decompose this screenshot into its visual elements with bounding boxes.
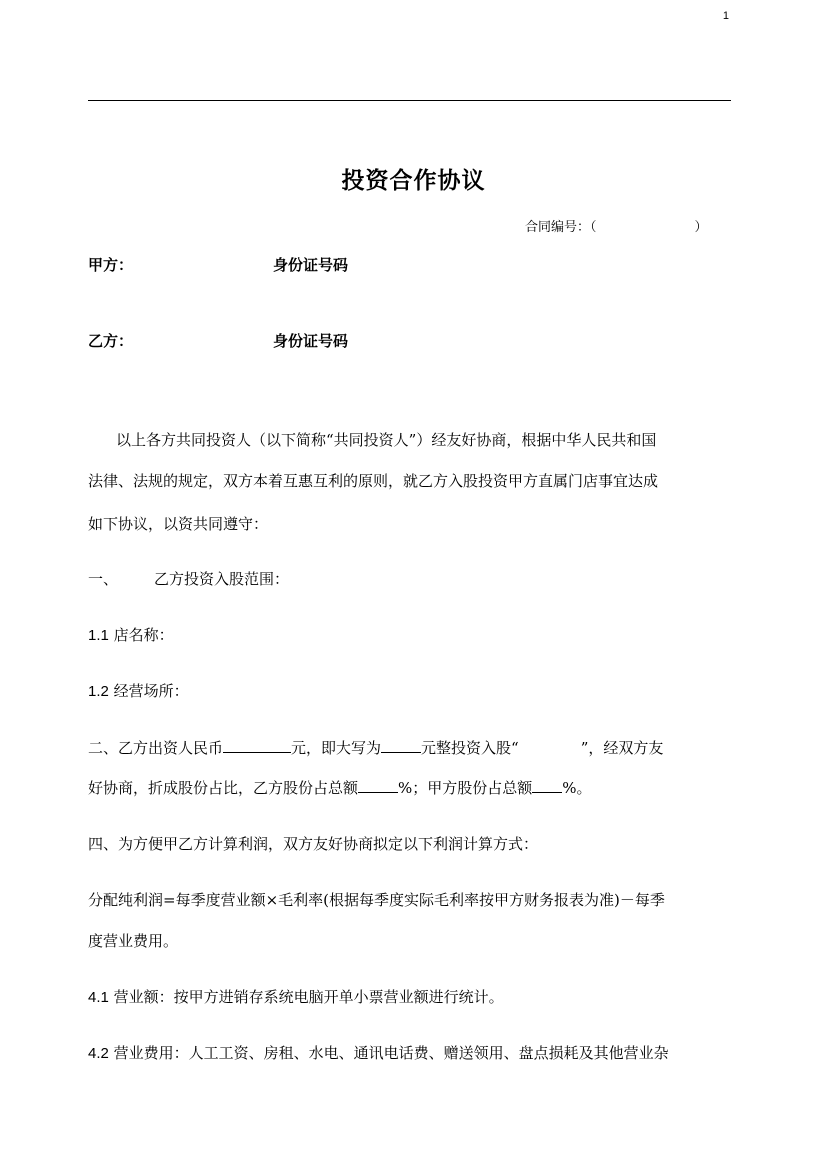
party-a-id-label: 身份证号码 xyxy=(273,256,349,274)
contract-number-close: ） xyxy=(694,220,708,235)
section-2-line-2 xyxy=(88,777,731,798)
section-1-text: 乙方投资入股范围： xyxy=(154,570,290,588)
party-a-label: 甲方： xyxy=(88,256,134,274)
item-1-2-text: 经营场所： xyxy=(113,682,189,700)
item-4-2 xyxy=(88,1042,731,1063)
contract-number-label: 合同编号：（ xyxy=(525,220,597,235)
amount-words-blank xyxy=(381,738,421,753)
item-1-2-number: 1.2 xyxy=(88,683,109,700)
party-b-id-label: 身份证号码 xyxy=(273,332,349,350)
party-a xyxy=(88,254,349,275)
section-2-part-4: ”，经双方友 xyxy=(580,739,664,757)
section-2-line-1 xyxy=(88,737,731,758)
item-4-1 xyxy=(88,986,731,1007)
intro-line-3: 如下协议，以资共同遵守： xyxy=(88,515,269,533)
intro-line-1: 以上各方共同投资人（以下简称“共同投资人”）经友好协商，根据中华人民共和国 xyxy=(116,431,657,449)
item-1-1 xyxy=(88,624,731,645)
formula-line-1: 分配纯利润=每季度营业额×毛利率(根据每季度实际毛利率按甲方财务报表为准)－每季 xyxy=(88,891,665,909)
amount-blank xyxy=(223,738,291,753)
item-4-1-number: 4.1 xyxy=(88,989,109,1006)
party-b xyxy=(88,330,349,351)
party-b-label: 乙方： xyxy=(88,332,134,350)
section-2-part-7: %。 xyxy=(562,779,592,797)
section-2-part-2: 元，即大写为 xyxy=(291,739,382,757)
party-a-share-blank xyxy=(532,778,562,793)
contract-number xyxy=(525,216,708,235)
page-number: 1 xyxy=(722,10,729,22)
item-1-1-number: 1.1 xyxy=(88,627,109,644)
section-2-part-6: %；甲方股份占总额 xyxy=(398,779,533,797)
document-title: 投资合作协议 xyxy=(341,167,486,194)
section-1-number: 一、 xyxy=(88,570,119,588)
item-4-2-number: 4.2 xyxy=(88,1045,109,1062)
item-4-2-text: 营业费用：人工工资、房租、水电、通讯电话费、赠送领用、盘点损耗及其他营业杂 xyxy=(113,1044,669,1062)
section-2-part-5: 好协商，折成股份占比，乙方股份占总额 xyxy=(88,779,359,797)
item-1-1-text: 店名称： xyxy=(113,626,174,644)
item-1-2 xyxy=(88,680,731,701)
section-1-heading xyxy=(88,568,731,589)
item-4-1-text: 营业额：按甲方进销存系统电脑开单小票营业额进行统计。 xyxy=(113,988,504,1006)
intro-line-2: 法律、法规的规定，双方本着互惠互利的原则，就乙方入股投资甲方直属门店事宜达成 xyxy=(88,472,659,490)
section-2-part-3: 元整投资入股“ xyxy=(421,739,519,757)
header-rule xyxy=(88,100,731,101)
formula-line-2: 度营业费用。 xyxy=(88,932,179,950)
party-b-share-blank xyxy=(358,778,398,793)
section-4-heading: 四、为方便甲乙方计算利润，双方友好协商拟定以下利润计算方式： xyxy=(88,835,539,853)
section-2-part-1: 二、乙方出资人民币 xyxy=(88,739,224,757)
